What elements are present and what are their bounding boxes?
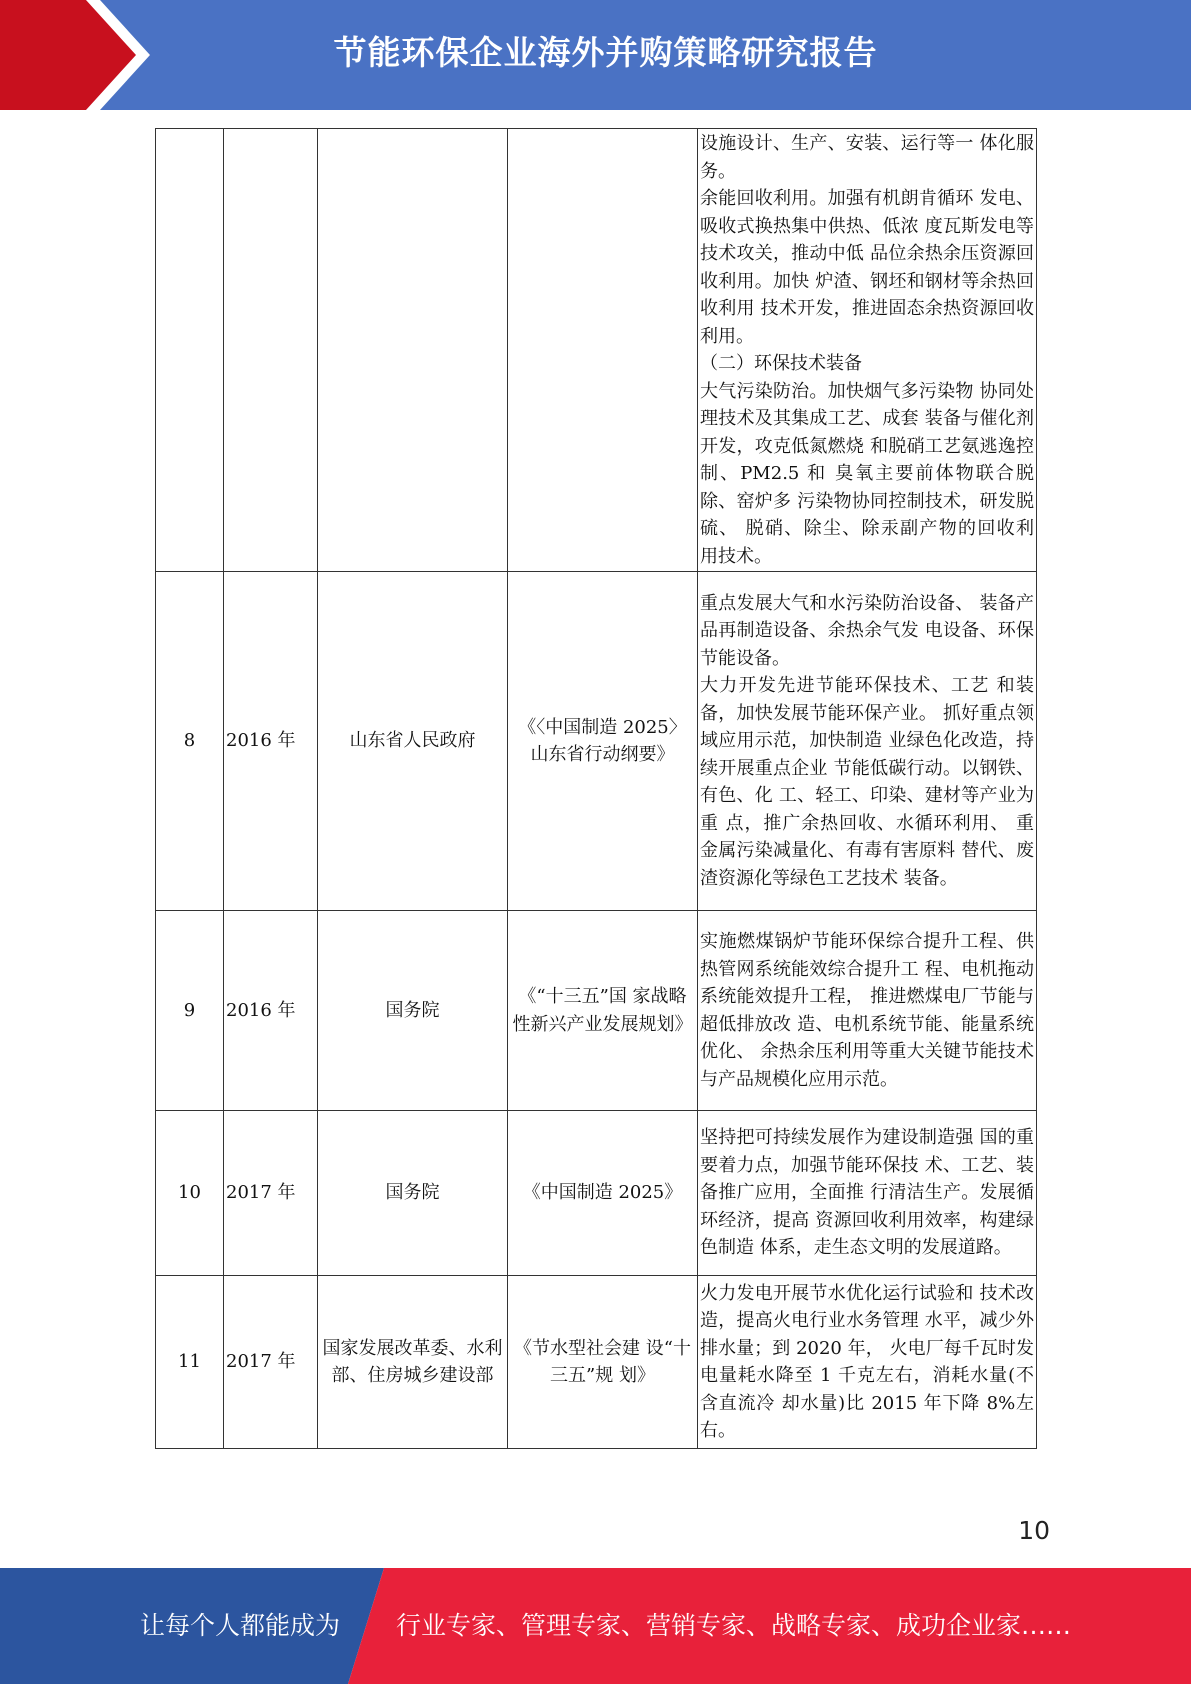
cell-no: 9 <box>156 911 224 1111</box>
cell-year: 2017 年 <box>224 1111 318 1276</box>
footer-slogan-right: 行业专家、管理专家、营销专家、战略专家、成功企业家…… <box>396 1611 1072 1640</box>
cell-no: 10 <box>156 1111 224 1276</box>
content-paragraph: 重点发展大气和水污染防治设备、 装备产品再制造设备、余热余气发 电设备、环保节能设备。 <box>700 592 1034 669</box>
table-row <box>156 1111 1037 1276</box>
cell-year <box>224 129 318 572</box>
cell-year: 2017 年 <box>224 1276 318 1449</box>
table-row <box>156 911 1037 1111</box>
cell-no <box>156 129 224 572</box>
content-paragraph: 实施燃煤锅炉节能环保综合提升工程、供热管网系统能效综合提升工 程、电机拖动系统能效提升工程， 推进燃煤电厂节能与超低排放改 造、电机系统节能、能量系统优化、 余热余压利用等重大关键节能技术 与产品规模化应用示范。 <box>700 931 1034 1090</box>
cell-doc: 《“十三五”国 家战略性新兴产业发展规划》 <box>508 911 698 1111</box>
cell-dept: 国家发展改革委、水利部、住房城乡建设部 <box>318 1276 508 1449</box>
cell-dept: 山东省人民政府 <box>318 572 508 911</box>
page-header <box>0 0 1191 110</box>
content-paragraph: 火力发电开展节水优化运行试验和 技术改造，提高火电行业水务管理 水平，减少外排水量；到 2020 年， 火电厂每千瓦时发电量耗水降至 1 千克左右，消耗水量(不含直流冷 却水量)比 2015 年下降 8%左右。 <box>700 1282 1034 1441</box>
report-title: 节能环保企业海外并购策略研究报告 <box>333 33 878 72</box>
cell-content <box>698 1276 1037 1449</box>
cell-content <box>698 911 1037 1111</box>
table-row <box>156 1276 1037 1449</box>
cell-doc: 《节水型社会建 设“十三五”规 划》 <box>508 1276 698 1449</box>
content-paragraph: 大气污染防治。加快烟气多污染物 协同处理技术及其集成工艺、成套 装备与催化剂开发，攻克低氮燃烧 和脱硝工艺氨逃逸控制、PM2.5 和 臭氧主要前体物联合脱除、窑炉多 污染物协同控制技术，研发脱硫、 脱硝、除尘、除汞副产物的回收利 用技术。 <box>700 380 1034 567</box>
cell-content <box>698 129 1037 572</box>
cell-doc: 《〈中国制造 2025〉山东省行动纲要》 <box>508 572 698 911</box>
cell-doc <box>508 129 698 572</box>
cell-dept <box>318 129 508 572</box>
cell-year: 2016 年 <box>224 572 318 911</box>
cell-dept: 国务院 <box>318 1111 508 1276</box>
content-paragraph: 设施设计、生产、安装、运行等一 体化服务。 <box>700 133 1034 182</box>
cell-dept: 国务院 <box>318 911 508 1111</box>
table-row <box>156 572 1037 911</box>
cell-no: 8 <box>156 572 224 911</box>
cell-no: 11 <box>156 1276 224 1449</box>
cell-content <box>698 572 1037 911</box>
footer-slogan-left: 让每个人都能成为 <box>140 1611 341 1640</box>
content-paragraph: （二）环保技术装备 <box>700 353 862 374</box>
content-paragraph: 余能回收利用。加强有机朗肯循环 发电、吸收式换热集中供热、低浓 度瓦斯发电等技术攻关，推动中低 品位余热余压资源回收利用。加快 炉渣、钢坯和钢材等余热回收利用 技术开发，推进固态余热资源回收 利用。 <box>700 188 1034 347</box>
page-footer <box>0 1568 1191 1684</box>
table-row-continuation <box>156 129 1037 572</box>
content-paragraph: 坚持把可持续发展作为建设制造强 国的重要着力点，加强节能环保技 术、工艺、装备推广应用，全面推 行清洁生产。发展循环经济，提高 资源回收利用效率，构建绿色制造 体系，走生态文明的发展道路。 <box>700 1127 1034 1259</box>
cell-content <box>698 1111 1037 1276</box>
page-number: 10 <box>1018 1516 1050 1545</box>
content-paragraph: 大力开发先进节能环保技术、工艺 和装备，加快发展节能环保产业。 抓好重点领域应用示范，加快制造 业绿色化改造，持续开展重点企业 节能低碳行动。以钢铁、有色、化 工、轻工、印染、建材等产业为重 点，推广余热回收、水循环利用、 重金属污染减量化、有毒有害原料 替代、废渣资源化等绿色工艺技术 装备。 <box>700 675 1034 889</box>
policy-table <box>155 128 1037 1449</box>
cell-year: 2016 年 <box>224 911 318 1111</box>
cell-doc: 《中国制造 2025》 <box>508 1111 698 1276</box>
